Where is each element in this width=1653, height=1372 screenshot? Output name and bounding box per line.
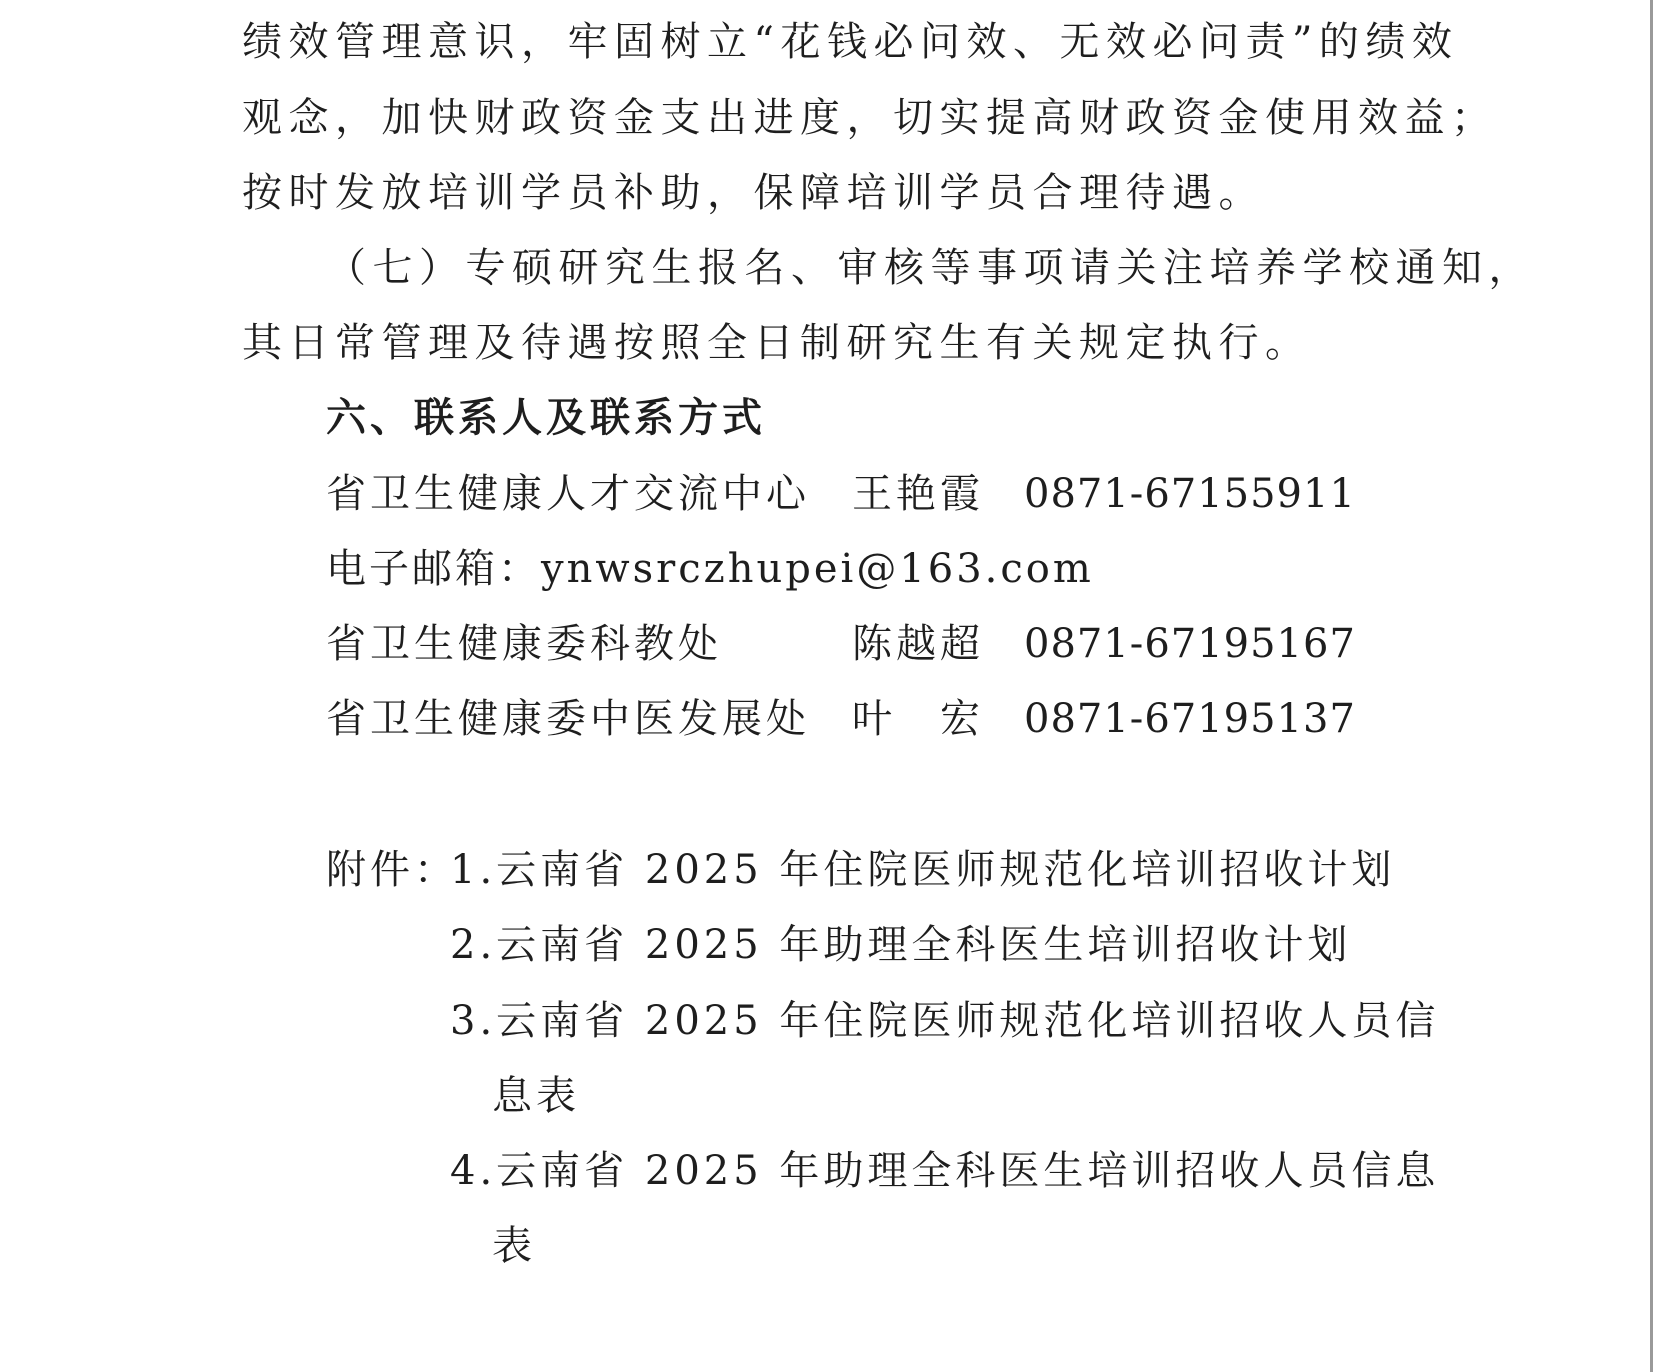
section-heading: 六、联系人及联系方式 <box>326 395 766 441</box>
body-line-3: 按时发放培训学员补助，保障培训学员合理待遇。 <box>242 170 1265 216</box>
contact-org: 省卫生健康人才交流中心 <box>326 471 810 517</box>
body-line-2: 观念，加快财政资金支出进度，切实提高财政资金使用效益； <box>242 95 1498 141</box>
contact-person: 王艳霞 <box>852 471 984 517</box>
contact-row <box>0 616 1653 672</box>
attachment-item: 4.云南省 2025 年助理全科医生培训招收人员信息 <box>450 1148 1440 1194</box>
body-line-1: 绩效管理意识，牢固树立“花钱必问效、无效必问责”的绩效 <box>242 19 1459 65</box>
contact-org: 省卫生健康委科教处 <box>326 621 722 667</box>
body-line-4: （七）专硕研究生报名、审核等事项请关注培养学校通知， <box>326 245 1535 291</box>
attachment-item: 2.云南省 2025 年助理全科医生培训招收计划 <box>450 922 1352 968</box>
attachment-prefix: 附件： <box>326 847 458 893</box>
body-line-5: 其日常管理及待遇按照全日制研究生有关规定执行。 <box>242 320 1312 366</box>
attachment-item: 1.云南省 2025 年住院医师规范化培训招收计划 <box>450 847 1396 893</box>
contact-person: 陈越超 <box>852 621 984 667</box>
contact-phone: 0871-67155911 <box>1024 471 1356 517</box>
contact-org: 省卫生健康委中医发展处 <box>326 696 810 742</box>
contact-row <box>0 466 1653 522</box>
contact-phone: 0871-67195167 <box>1024 621 1356 667</box>
attachment-item-continued: 息表 <box>492 1073 580 1119</box>
contact-email: 电子邮箱：ynwsrczhupei@163.com <box>326 546 1094 592</box>
attachment-item-continued: 表 <box>492 1223 536 1269</box>
contact-row <box>0 691 1653 747</box>
contact-phone: 0871-67195137 <box>1024 696 1356 742</box>
contact-person: 叶 宏 <box>852 696 984 742</box>
attachment-item: 3.云南省 2025 年住院医师规范化培训招收人员信 <box>450 998 1440 1044</box>
